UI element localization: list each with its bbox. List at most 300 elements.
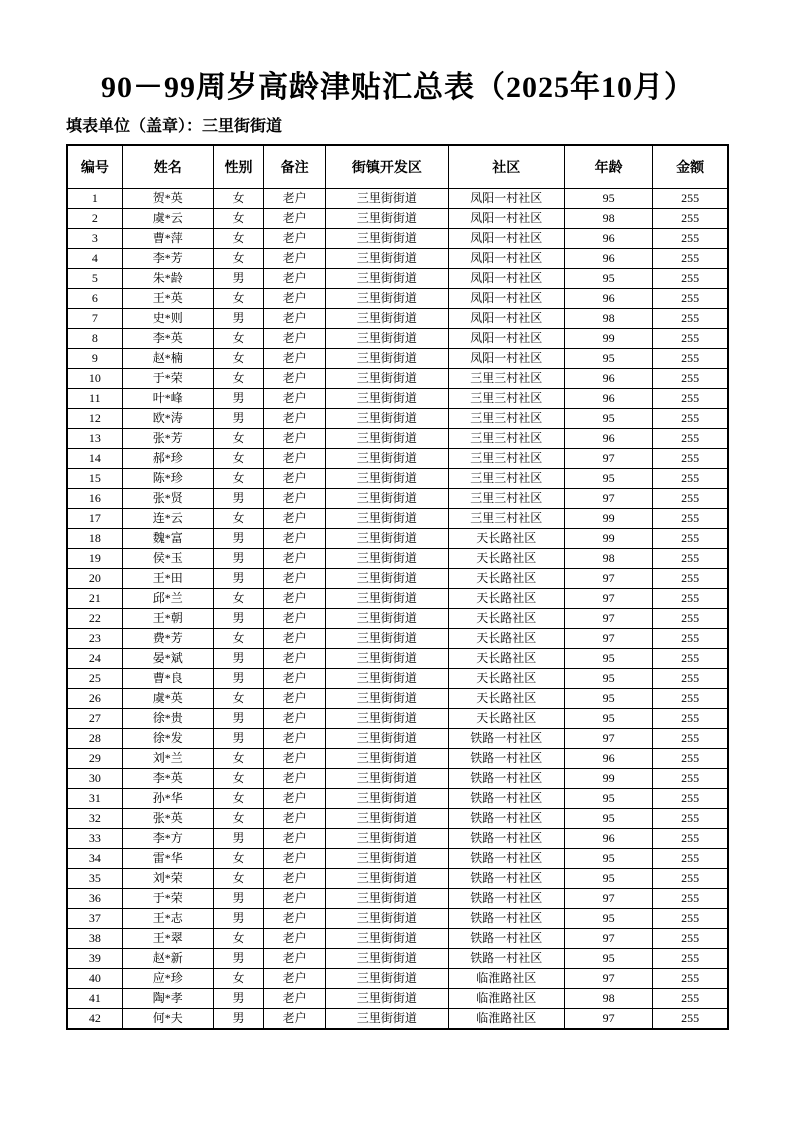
table-cell: 三里三村社区 [448, 389, 564, 409]
table-cell: 255 [653, 849, 728, 869]
column-header: 姓名 [122, 145, 213, 189]
table-cell: 三里三村社区 [448, 409, 564, 429]
table-cell: 20 [67, 569, 122, 589]
table-cell: 老户 [264, 469, 326, 489]
table-cell: 99 [564, 769, 652, 789]
table-cell: 刘*兰 [122, 749, 213, 769]
table-cell: 三里街街道 [326, 269, 448, 289]
table-cell: 97 [564, 609, 652, 629]
table-cell: 男 [213, 649, 263, 669]
table-cell: 凤阳一村社区 [448, 229, 564, 249]
table-cell: 255 [653, 189, 728, 209]
table-cell: 255 [653, 789, 728, 809]
table-cell: 三里街街道 [326, 909, 448, 929]
table-cell: 男 [213, 529, 263, 549]
table-cell: 16 [67, 489, 122, 509]
table-cell: 女 [213, 869, 263, 889]
table-cell: 三里街街道 [326, 829, 448, 849]
table-cell: 老户 [264, 629, 326, 649]
table-cell: 男 [213, 829, 263, 849]
table-row [67, 329, 728, 349]
table-cell: 5 [67, 269, 122, 289]
table-cell: 255 [653, 769, 728, 789]
table-cell: 临淮路社区 [448, 1009, 564, 1030]
table-cell: 铁路一村社区 [448, 889, 564, 909]
table-cell: 男 [213, 549, 263, 569]
table-cell: 97 [564, 589, 652, 609]
table-row [67, 369, 728, 389]
table-cell: 凤阳一村社区 [448, 309, 564, 329]
table-cell: 4 [67, 249, 122, 269]
table-cell: 10 [67, 369, 122, 389]
table-cell: 女 [213, 369, 263, 389]
table-cell: 老户 [264, 789, 326, 809]
table-cell: 18 [67, 529, 122, 549]
table-cell: 255 [653, 569, 728, 589]
table-cell: 三里街街道 [326, 729, 448, 749]
table-cell: 女 [213, 189, 263, 209]
table-cell: 铁路一村社区 [448, 909, 564, 929]
table-cell: 95 [564, 949, 652, 969]
table-cell: 男 [213, 909, 263, 929]
table-cell: 97 [564, 1009, 652, 1030]
table-cell: 徐*贵 [122, 709, 213, 729]
table-cell: 255 [653, 349, 728, 369]
table-cell: 255 [653, 309, 728, 329]
table-row [67, 649, 728, 669]
subsidy-summary-table [66, 144, 729, 1030]
table-row [67, 889, 728, 909]
table-cell: 95 [564, 409, 652, 429]
table-cell: 老户 [264, 489, 326, 509]
table-cell: 95 [564, 669, 652, 689]
table-cell: 95 [564, 789, 652, 809]
table-cell: 铁路一村社区 [448, 729, 564, 749]
table-cell: 98 [564, 989, 652, 1009]
table-cell: 老户 [264, 329, 326, 349]
table-cell: 铁路一村社区 [448, 789, 564, 809]
table-cell: 255 [653, 909, 728, 929]
table-cell: 255 [653, 669, 728, 689]
table-cell: 老户 [264, 729, 326, 749]
table-cell: 女 [213, 469, 263, 489]
table-cell: 三里街街道 [326, 429, 448, 449]
table-cell: 陈*珍 [122, 469, 213, 489]
table-cell: 男 [213, 1009, 263, 1030]
table-cell: 三里街街道 [326, 529, 448, 549]
table-cell: 三里三村社区 [448, 509, 564, 529]
table-cell: 侯*玉 [122, 549, 213, 569]
table-cell: 255 [653, 509, 728, 529]
table-row [67, 209, 728, 229]
table-cell: 于*荣 [122, 369, 213, 389]
table-cell: 老户 [264, 569, 326, 589]
table-cell: 三里街街道 [326, 549, 448, 569]
table-cell: 王*翠 [122, 929, 213, 949]
table-cell: 11 [67, 389, 122, 409]
table-cell: 天长路社区 [448, 529, 564, 549]
column-header: 金额 [653, 145, 728, 189]
table-row [67, 569, 728, 589]
table-row [67, 849, 728, 869]
table-cell: 男 [213, 949, 263, 969]
table-cell: 三里三村社区 [448, 469, 564, 489]
table-body [67, 189, 728, 1030]
table-cell: 12 [67, 409, 122, 429]
table-cell: 老户 [264, 389, 326, 409]
table-cell: 张*贤 [122, 489, 213, 509]
table-cell: 陶*孝 [122, 989, 213, 1009]
table-row [67, 809, 728, 829]
table-row [67, 349, 728, 369]
table-cell: 三里街街道 [326, 229, 448, 249]
table-cell: 老户 [264, 309, 326, 329]
table-cell: 三里三村社区 [448, 489, 564, 509]
table-cell: 255 [653, 369, 728, 389]
table-cell: 张*英 [122, 809, 213, 829]
table-cell: 255 [653, 429, 728, 449]
table-cell: 96 [564, 429, 652, 449]
table-cell: 老户 [264, 969, 326, 989]
table-cell: 32 [67, 809, 122, 829]
table-cell: 王*志 [122, 909, 213, 929]
table-cell: 三里三村社区 [448, 449, 564, 469]
table-cell: 22 [67, 609, 122, 629]
table-cell: 郝*珍 [122, 449, 213, 469]
table-cell: 曹*萍 [122, 229, 213, 249]
table-cell: 13 [67, 429, 122, 449]
table-cell: 女 [213, 509, 263, 529]
table-cell: 女 [213, 969, 263, 989]
table-cell: 255 [653, 689, 728, 709]
table-cell: 97 [564, 929, 652, 949]
table-cell: 老户 [264, 869, 326, 889]
table-cell: 255 [653, 489, 728, 509]
table-cell: 虞*英 [122, 689, 213, 709]
table-cell: 9 [67, 349, 122, 369]
table-cell: 女 [213, 229, 263, 249]
table-cell: 凤阳一村社区 [448, 349, 564, 369]
table-cell: 三里街街道 [326, 969, 448, 989]
table-cell: 97 [564, 629, 652, 649]
table-cell: 张*芳 [122, 429, 213, 449]
table-cell: 三里街街道 [326, 369, 448, 389]
table-cell: 98 [564, 309, 652, 329]
table-cell: 8 [67, 329, 122, 349]
table-row [67, 949, 728, 969]
table-row [67, 449, 728, 469]
table-cell: 19 [67, 549, 122, 569]
table-cell: 李*芳 [122, 249, 213, 269]
table-cell: 255 [653, 269, 728, 289]
table-cell: 男 [213, 489, 263, 509]
table-cell: 三里三村社区 [448, 369, 564, 389]
table-cell: 三里街街道 [326, 949, 448, 969]
table-cell: 男 [213, 889, 263, 909]
table-cell: 255 [653, 889, 728, 909]
table-cell: 李*英 [122, 329, 213, 349]
table-cell: 费*芳 [122, 629, 213, 649]
table-cell: 欧*涛 [122, 409, 213, 429]
table-row [67, 769, 728, 789]
table-cell: 老户 [264, 1009, 326, 1030]
table-cell: 255 [653, 589, 728, 609]
table-cell: 三里街街道 [326, 189, 448, 209]
table-cell: 老户 [264, 949, 326, 969]
table-cell: 男 [213, 609, 263, 629]
table-cell: 老户 [264, 989, 326, 1009]
table-cell: 255 [653, 1009, 728, 1030]
table-cell: 老户 [264, 189, 326, 209]
table-cell: 三里街街道 [326, 249, 448, 269]
table-cell: 老户 [264, 649, 326, 669]
table-cell: 老户 [264, 889, 326, 909]
table-cell: 96 [564, 749, 652, 769]
table-cell: 三里街街道 [326, 849, 448, 869]
table-cell: 255 [653, 809, 728, 829]
table-row [67, 509, 728, 529]
header-row [67, 145, 728, 189]
column-header: 街镇开发区 [326, 145, 448, 189]
table-row [67, 789, 728, 809]
table-cell: 老户 [264, 369, 326, 389]
table-cell: 天长路社区 [448, 609, 564, 629]
table-cell: 38 [67, 929, 122, 949]
table-cell: 女 [213, 209, 263, 229]
table-cell: 王*英 [122, 289, 213, 309]
table-cell: 老户 [264, 549, 326, 569]
table-cell: 虞*云 [122, 209, 213, 229]
table-cell: 邱*兰 [122, 589, 213, 609]
table-row [67, 469, 728, 489]
table-cell: 临淮路社区 [448, 989, 564, 1009]
table-row [67, 929, 728, 949]
table-cell: 95 [564, 909, 652, 929]
table-cell: 三里街街道 [326, 409, 448, 429]
table-cell: 96 [564, 389, 652, 409]
table-cell: 255 [653, 749, 728, 769]
table-cell: 女 [213, 449, 263, 469]
table-cell: 95 [564, 709, 652, 729]
table-row [67, 289, 728, 309]
table-cell: 女 [213, 429, 263, 449]
table-row [67, 529, 728, 549]
table-cell: 老户 [264, 229, 326, 249]
table-cell: 255 [653, 549, 728, 569]
table-cell: 刘*荣 [122, 869, 213, 889]
table-cell: 老户 [264, 289, 326, 309]
table-row [67, 729, 728, 749]
table-cell: 98 [564, 209, 652, 229]
table-cell: 99 [564, 509, 652, 529]
table-cell: 男 [213, 409, 263, 429]
table-cell: 凤阳一村社区 [448, 189, 564, 209]
table-cell: 95 [564, 189, 652, 209]
table-cell: 女 [213, 789, 263, 809]
table-cell: 李*方 [122, 829, 213, 849]
table-row [67, 589, 728, 609]
table-cell: 天长路社区 [448, 589, 564, 609]
table-cell: 史*则 [122, 309, 213, 329]
table-cell: 铁路一村社区 [448, 949, 564, 969]
table-cell: 女 [213, 329, 263, 349]
table-cell: 老户 [264, 529, 326, 549]
table-cell: 铁路一村社区 [448, 769, 564, 789]
table-row [67, 549, 728, 569]
table-cell: 天长路社区 [448, 629, 564, 649]
table-cell: 老户 [264, 509, 326, 529]
table-cell: 三里街街道 [326, 349, 448, 369]
table-cell: 三里街街道 [326, 509, 448, 529]
table-cell: 女 [213, 589, 263, 609]
table-cell: 男 [213, 729, 263, 749]
table-row [67, 829, 728, 849]
table-row [67, 629, 728, 649]
table-row [67, 429, 728, 449]
table-row [67, 969, 728, 989]
table-cell: 三里街街道 [326, 709, 448, 729]
table-cell: 255 [653, 869, 728, 889]
table-cell: 男 [213, 709, 263, 729]
table-cell: 24 [67, 649, 122, 669]
table-cell: 三里街街道 [326, 769, 448, 789]
table-cell: 三里街街道 [326, 1009, 448, 1030]
table-cell: 王*田 [122, 569, 213, 589]
table-cell: 天长路社区 [448, 569, 564, 589]
table-cell: 三里街街道 [326, 989, 448, 1009]
table-cell: 天长路社区 [448, 549, 564, 569]
table-cell: 99 [564, 529, 652, 549]
table-cell: 97 [564, 729, 652, 749]
table-row [67, 749, 728, 769]
table-cell: 255 [653, 529, 728, 549]
table-cell: 老户 [264, 409, 326, 429]
table-cell: 三里街街道 [326, 309, 448, 329]
table-cell: 95 [564, 689, 652, 709]
table-row [67, 709, 728, 729]
table-cell: 42 [67, 1009, 122, 1030]
table-cell: 6 [67, 289, 122, 309]
table-cell: 30 [67, 769, 122, 789]
table-cell: 14 [67, 449, 122, 469]
table-cell: 天长路社区 [448, 649, 564, 669]
table-row [67, 669, 728, 689]
table-cell: 三里街街道 [326, 389, 448, 409]
table-cell: 2 [67, 209, 122, 229]
table-cell: 连*云 [122, 509, 213, 529]
table-cell: 女 [213, 809, 263, 829]
table-cell: 95 [564, 349, 652, 369]
table-row [67, 389, 728, 409]
table-cell: 27 [67, 709, 122, 729]
table-cell: 三里街街道 [326, 929, 448, 949]
table-cell: 255 [653, 709, 728, 729]
table-cell: 贺*英 [122, 189, 213, 209]
table-cell: 255 [653, 609, 728, 629]
table-cell: 赵*楠 [122, 349, 213, 369]
table-cell: 老户 [264, 909, 326, 929]
table-cell: 23 [67, 629, 122, 649]
table-cell: 天长路社区 [448, 689, 564, 709]
table-cell: 三里街街道 [326, 809, 448, 829]
table-cell: 老户 [264, 269, 326, 289]
table-cell: 三里街街道 [326, 329, 448, 349]
table-cell: 3 [67, 229, 122, 249]
table-row [67, 989, 728, 1009]
table-cell: 叶*峰 [122, 389, 213, 409]
table-cell: 临淮路社区 [448, 969, 564, 989]
table-cell: 255 [653, 469, 728, 489]
table-cell: 17 [67, 509, 122, 529]
table-cell: 三里街街道 [326, 609, 448, 629]
table-cell: 33 [67, 829, 122, 849]
table-cell: 凤阳一村社区 [448, 329, 564, 349]
table-cell: 三里街街道 [326, 749, 448, 769]
table-cell: 女 [213, 849, 263, 869]
table-cell: 女 [213, 629, 263, 649]
table-cell: 97 [564, 569, 652, 589]
table-cell: 98 [564, 549, 652, 569]
table-cell: 凤阳一村社区 [448, 209, 564, 229]
table-cell: 老户 [264, 669, 326, 689]
table-row [67, 909, 728, 929]
table-cell: 老户 [264, 689, 326, 709]
table-cell: 99 [564, 329, 652, 349]
table-cell: 于*荣 [122, 889, 213, 909]
table-cell: 255 [653, 829, 728, 849]
table-cell: 三里街街道 [326, 209, 448, 229]
table-cell: 老户 [264, 249, 326, 269]
table-row [67, 249, 728, 269]
table-cell: 李*英 [122, 769, 213, 789]
table-cell: 老户 [264, 429, 326, 449]
table-cell: 三里街街道 [326, 569, 448, 589]
table-cell: 255 [653, 969, 728, 989]
table-cell: 铁路一村社区 [448, 869, 564, 889]
table-cell: 朱*龄 [122, 269, 213, 289]
table-cell: 255 [653, 389, 728, 409]
table-row [67, 689, 728, 709]
table-cell: 应*珍 [122, 969, 213, 989]
table-cell: 25 [67, 669, 122, 689]
table-cell: 男 [213, 389, 263, 409]
table-cell: 97 [564, 889, 652, 909]
table-cell: 女 [213, 769, 263, 789]
table-cell: 40 [67, 969, 122, 989]
table-cell: 41 [67, 989, 122, 1009]
table-cell: 铁路一村社区 [448, 929, 564, 949]
table-cell: 255 [653, 289, 728, 309]
table-cell: 孙*华 [122, 789, 213, 809]
table-cell: 34 [67, 849, 122, 869]
table-row [67, 1009, 728, 1030]
table-cell: 7 [67, 309, 122, 329]
table-cell: 255 [653, 229, 728, 249]
table-cell: 老户 [264, 929, 326, 949]
table-cell: 96 [564, 369, 652, 389]
table-cell: 铁路一村社区 [448, 809, 564, 829]
table-cell: 凤阳一村社区 [448, 249, 564, 269]
table-cell: 凤阳一村社区 [448, 289, 564, 309]
table-row [67, 609, 728, 629]
table-cell: 三里街街道 [326, 589, 448, 609]
table-cell: 15 [67, 469, 122, 489]
table-cell: 95 [564, 869, 652, 889]
table-cell: 老户 [264, 589, 326, 609]
table-cell: 老户 [264, 749, 326, 769]
table-cell: 95 [564, 809, 652, 829]
table-cell: 三里三村社区 [448, 429, 564, 449]
